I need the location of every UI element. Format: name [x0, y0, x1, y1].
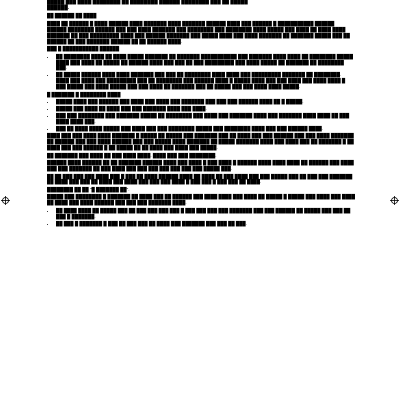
crosshair-mark-left — [1, 196, 10, 205]
bullet-list — [47, 208, 355, 227]
bullet-list — [47, 99, 355, 132]
bullet-item: • ██ █████ ██████ ████ ████ ███████ ███ ███ ██ ████████ ████ ████ ███ █████████ ███████ ██ ████████. ████ ███ ████ ███ █████████ ███ ██ ████████ ███ ██████ ████ █ █████ ████ ███ ███ ████ ███ ████ ████ █ ███ █████ ███ ████ █████ ███ ███ ████ ██ ███████ ███ ██ █████ ███ ███ ████ ████ █████. — [56, 72, 355, 90]
paragraph: █████ ███ ████████ █ ███████ ██ ████ ███ ██ ██████ ███ ████ ████ ███ ████ ██ █████ █ █████ ███ ████ ███ ████ ██ ████ ███ ████ ██████ ███ ███ ███ ███████ ████. — [47, 194, 355, 206]
bullet-list — [47, 54, 355, 90]
bullet-item: • ██ ███ █ ███████ █ ███ ██ ███ ███ ██ ████ ███ ███████ ███ ███ ██ ███. — [56, 221, 355, 227]
document-body — [47, 13, 355, 226]
document-text — [47, 0, 355, 228]
section-heading: ██ ██████ ██ ████ — [47, 13, 97, 19]
paragraph: ██ ███████ ███ ████ ██ ███ ████ ████. ████ ███ ███ ████████. — [47, 152, 217, 158]
crosshair-mark-right — [390, 196, 399, 205]
bullet-item: • █████ ████ ███ ██████ ███ ████ ███ ████ ███ ███████ ███ ███ ███ ██████ ████ ██ █ █████. — [56, 99, 355, 105]
bullet-item: • ██ ████████ ████ ██ ████ █████ ███████ ██ ███████ ███████████ ███ ███████ ████ ████ ██ ████████ █████ ████ ███ ████ ██ █████ ██ ██████ ████ ███ ███ ██ ███ █████████ ███ ████ █████ ██ ███████ ██ ████████ ███. — [56, 54, 355, 72]
paragraph: ████████ ██ ██ "█ ███████ ██". — [47, 186, 130, 192]
paragraph: ████ ███ ███ ████ ████ ███████ █ █████ ██ █████ ███ ███████ ███ ██ ████ ███ ███ ██████ ███ ███ ████ ███████ ██ ██████ ███ ███ ████ ██████ ███ ███ █████ ████ ███████ ██ █████ ███████ ████ ███ ████ ███ ██ ███████ █ ██ ████ ███ ███ ██████ █ ██ █████ ██ ██ ████ ███ ████ ███ █████. — [47, 133, 354, 151]
bullet-item: • ██ ████ ████ ██ █████ ███ ██ ███ ███ ███ ███ █ ███ ███ ███ ███ ███████ ███ ███ ██████ ██ █████ ███ ███ ██ ███ █ ███████. — [56, 208, 355, 220]
title-line: ██████. — [47, 5, 70, 11]
bullet-item: • █████ ███ ████ ██ ████ ███ ███ ███████ ████ ███ ████. — [56, 106, 355, 112]
document-title — [47, 0, 355, 12]
paragraph: ████ ██ ██████ █ ████ ██████ ████ ███████ ████ ███████ ██████ ████ ███ ██████ █ ███████████ ██████ ██████ ████████ ██████ ███ ███ ████ ███████ ███ ████████ ███ ████████ ████ █████ ███ ████ ██ ████ ████ ███████ ██ ███ █████████ ████ ███ ██████ ███████ ███ █████ ████ ███ ████ ███████ ██ ███████ █████ ███ ██ ██████ ██ ███ ███████ ██████ ██ ██ ██████ ████. — [47, 20, 350, 44]
title-line: █████ ███ ████ ████████ ██ ████████ ██████ ████████ ███ ██ █████ — [47, 0, 248, 5]
section-heading: █ ███████ █ ████████ ████ — [47, 91, 121, 97]
section-heading: ███ █ ███████████ ██████ — [47, 46, 120, 52]
paragraph: ██████ ████ ██████ ██ ██ ███████ ██████ ████ ███ ████ █ ███ ████ █ ██████ ████ ████ ████ ██ ██████ ███ ████ ███ ███ ███████ ██ ███ ████ ███ ███ ███ ███ ███ ███ ███ █████ ███. — [47, 160, 354, 171]
bullet-item: • ███ ███ ████████ ███ ███████ █████ ██ ████████ ███ ████ ███ ███████ ████ ███ ███████ ████ ████ ██ ███ ████ ████ ███. — [56, 113, 355, 125]
bullet-item: • ███ ██ ████ ████ █████ ███ ████ ███ ███ ████████ █████ ███ ████████ ████ ███ ███ ██████ ████. — [56, 126, 355, 132]
paragraph: ██ ██ ███ ███ ███ ████ ███ █ ███ ██ ████ ██████ ████ ██ ████ ██ ███ ████ ███ ███ █████ ███ ██ ███ ███ ███████ ██ ████ ███ ███ ██ ████ ███ ████ ███ ███ ███ ████ █ ███ ███ █ ███ ███ ██ ████. — [47, 173, 353, 185]
